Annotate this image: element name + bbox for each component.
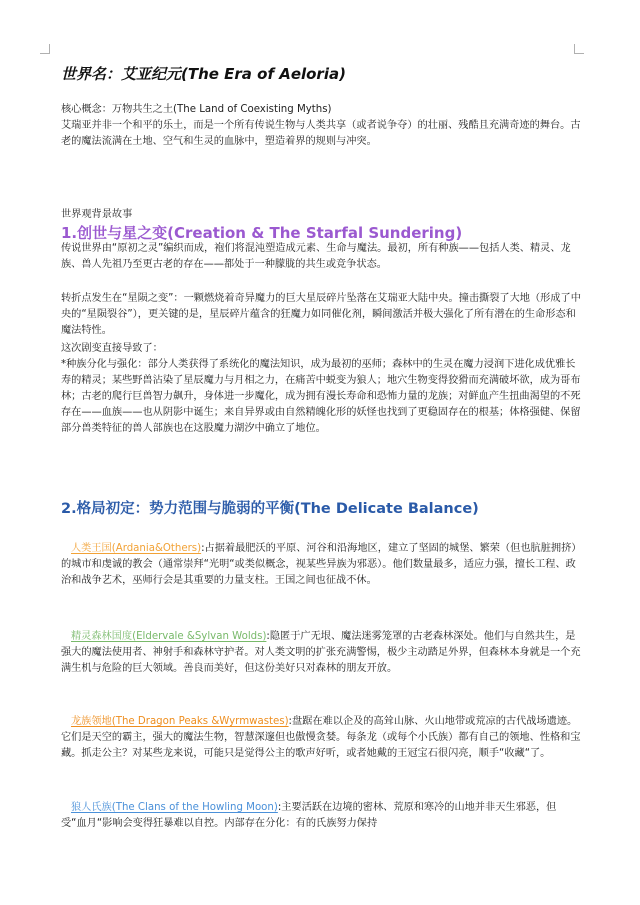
section1-para4: *种族分化与强化：部分人类获得了系统化的魔法知识，成为最初的巫师；森林中的生灵在魔力浸润下进化成优雅长寿的精灵；某些野兽沾染了星辰魔力与月相之力，在痛苦中蜕变为狼人；地穴生物变得狡猾而充满破坏欲，成为哥布林；古老的爬行巨兽智力飙升，身体进一步魔化，成为拥有漫长寿命和恐怖力量的龙族；对鲜血产生扭曲渴望的不死存在——血族——也从阴影中诞生；来自异界或由自然精魄化形的妖怪也找到了更稳固存在的根基；体格强健、保留部分兽类特征的兽人部族也在这股魔力湖汐中确立了地位。 <box>61 359 581 434</box>
faction-werewolves <box>61 800 581 832</box>
crop-mark-top-right <box>574 44 584 54</box>
faction-name-elves: 精灵森林国度(Eldervale &Sylvan Wolds) <box>71 631 267 642</box>
faction-elves <box>61 629 581 678</box>
section1-para2: 转折点发生在“星陨之变”：一颗燃烧着奇异魔力的巨大星辰碎片坠落在艾瑞亚大陆中央。撞击撕裂了大地（形成了中央的“星陨裂谷”），更关键的是，星辰碎片蕴含的狂魔力如同催化剂，瞬间激活并极大强化了所有潜在的生命形态和魔法特性。 <box>61 293 581 336</box>
background-label: 世界观背景故事 <box>61 209 133 220</box>
faction-text-elves: :隐匿于广无垠、魔法迷雾笼罩的古老森林深处。他们与自然共生，是强大的魔法使用者、神射手和森林守护者。对人类文明的扩张充满警惕，极少主动踏足外界，但森林本身就是一个充满生机与危险的巨大领域。善良而美好，但这份美好只对森林的朋友开放。 <box>61 631 581 675</box>
core-concept-text: 艾瑞亚并非一个和平的乐土，而是一个所有传说生物与人类共享（或者说争夺）的壮丽、残酷且充满奇迹的舞台。古老的魔法流满在土地、空气和生灵的血脉中，塑造着界的规则与冲突。 <box>61 120 581 147</box>
faction-name-werewolves: 狼人氏族(The Clans of the Howling Moon) <box>71 802 278 813</box>
section1-para1: 传说世界由“原初之灵”编织而成，袍们将混沌塑造成元素、生命与魔法。最初，所有种族——包括人类、精灵、龙族、兽人先祖乃至更古老的存在——都处于一种朦胧的共生或竞争状态。 <box>61 243 571 270</box>
section1-heading: 1.创世与星之变(Creation & The Starfal Sundering) <box>61 224 463 242</box>
faction-text-werewolves: :主要活跃在边境的密林、荒原和寒冷的山地并非天生邪恶，但受“血月“影响会变得狂暴难以自控。内部存在分化：有的氏族努力保持 <box>61 802 557 830</box>
faction-name-dragons: 龙族领地(The Dragon Peaks &Wyrmwastes) <box>71 716 289 727</box>
core-concept-label: 核心概念：万物共生之土(The Land of Coexisting Myths) <box>61 104 332 115</box>
faction-humans <box>61 541 581 590</box>
section1-para3: 这次剧变直接导致了： <box>61 343 163 354</box>
world-title: 世界名：艾亚纪元(The Era of Aeloria) <box>61 65 346 83</box>
faction-dragons <box>61 714 581 763</box>
section2-heading: 2.格局初定：势力范围与脆弱的平衡(The Delicate Balance) <box>61 501 479 517</box>
faction-name-humans: 人类王国(Ardania&Others) <box>71 543 202 554</box>
faction-text-dragons: :盘踞在难以企及的高耸山脉、火山地带或荒凉的古代战场遗迹。它们是天空的霸主，强大的魔法生物，智慧深邃但也傲慢贪婪。每条龙（或每个小氏族）都有自己的领地、性格和宝藏。抓走公主？对某些龙来说，可能只是觉得公主的歌声好听，或者她戴的王冠宝石很闪亮，顺手“收藏“了。 <box>61 716 581 760</box>
faction-text-humans: :占据着最肥沃的平原、河谷和沿海地区，建立了坚固的城堡、繁荣（但也肮脏拥挤）的城市和虔诚的教会（通常崇拜“光明“或类似概念，视某些异族为邪恶）。他们数量最多，适应力强，擅长工程、政治和战争艺术，巫师行会是其重要的力量支柱。王国之间也征战不休。 <box>61 543 577 587</box>
crop-mark-top-left <box>40 44 50 54</box>
